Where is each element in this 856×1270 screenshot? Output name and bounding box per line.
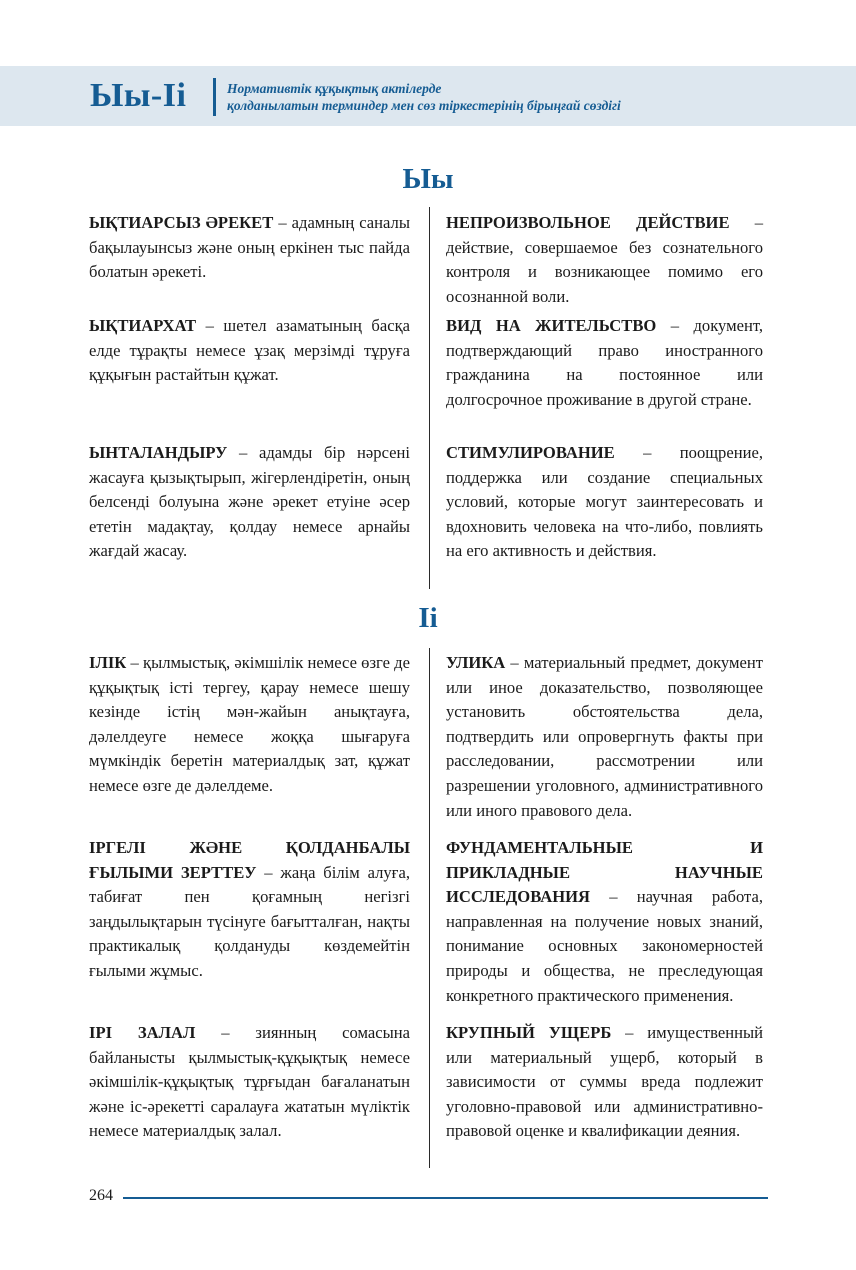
term-kk: ЫНТАЛАНДЫРУ: [89, 443, 228, 462]
page-number: 264: [89, 1187, 113, 1204]
term-ru: ФУНДАМЕНТАЛЬНЫЕ И ПРИКЛАДНЫЕ НАУЧНЫЕ ИССЛЕДОВАНИЯ: [446, 838, 763, 907]
entry-ru: [446, 1021, 763, 1144]
column-divider: [429, 207, 430, 589]
entry-kk: [89, 211, 410, 285]
header-subtitle-line1: Нормативтік құқықтық актілерде: [227, 81, 442, 96]
column-divider: [429, 648, 430, 1168]
entry-kk: [89, 836, 410, 984]
definition-ru: – материальный предмет, документ или иное доказательство, позволяющее установить обстоятельства дела, подтвердить или опровергнуть факты при расследовании, рассмотрении или разрешении уголовного, административного или иного правового дела.: [446, 653, 763, 820]
definition-ru: – поощрение, поддержка или создание специальных условий, которые могут заинтересовать и вдохновить человека на что-либо, повлиять на его активность и действия.: [446, 443, 763, 561]
term-ru: КРУПНЫЙ УЩЕРБ: [446, 1023, 612, 1042]
entry-ru: [446, 441, 763, 564]
header-divider: [213, 78, 216, 116]
section-title-ii: Іі: [418, 602, 438, 634]
definition-ru: – научная работа, направленная на получение новых знаний, понимание основных закономерностей природы и общества, не преследующая конкретного практического применения.: [446, 887, 763, 1005]
term-kk: ЫҚТИАРХАТ: [89, 316, 197, 335]
term-kk: ЫҚТИАРСЫЗ ӘРЕКЕТ: [89, 213, 274, 232]
definition-ru: – имущественный или материальный ущерб, который в зависимости от суммы вреда подлежит уголовно-правовой или административно-правовой оценке и квалификации деяния.: [446, 1023, 764, 1141]
footer-rule: [123, 1197, 768, 1199]
term-kk: ІЛІК: [89, 653, 127, 672]
entry-ru: [446, 836, 763, 1008]
term-kk: ІРІ ЗАЛАЛ: [89, 1023, 196, 1042]
entry-kk: [89, 314, 410, 388]
term-ru: УЛИКА: [446, 653, 506, 672]
entry-ru: [446, 211, 763, 309]
definition-ru: – документ, подтверждающий право иностранного гражданина на постоянное или долгосрочное проживание в другой стране.: [446, 316, 763, 409]
entry-ru: [446, 651, 763, 823]
definition-ru: – действие, совершаемое без сознательного контроля и возникающее помимо его осознанной воли.: [446, 213, 763, 306]
header-subtitle: [227, 80, 827, 114]
header-subtitle-line2: қолданылатын терминдер мен сөз тіркестерінің бірыңғай сөздігі: [227, 98, 621, 113]
section-title-yy: Ыы: [402, 163, 454, 195]
definition-kk: – қылмыстық, әкімшілік немесе өзге де құқықтық істі тергеу, қарау немесе шешу кезінде істің мән-жайын анықтауға, дәлелдеуге немесе жоққа шығаруға мүмкіндік беретін материалдық зат, құжат немесе өзге де дәлелдеме.: [89, 653, 410, 795]
entry-kk: [89, 441, 410, 564]
entry-ru: [446, 314, 763, 412]
entry-kk: [89, 1021, 410, 1144]
definition-kk: – адамды бір нәрсені жасауға қызықтырып, жігерлендіретін, оның белсенді болуына және әрекет етуіне әсер ететін мадақтау, қолдау немесе арнайы жағдай жасау.: [89, 443, 410, 561]
definition-kk: – шетел азаматының басқа елде тұрақты немесе ұзақ мерзімді тұруға құқығын растайтын құжат.: [89, 316, 410, 385]
term-ru: ВИД НА ЖИТЕЛЬСТВО: [446, 316, 657, 335]
header-letters: Ыы-Іі: [90, 77, 187, 114]
definition-kk: – жаңа білім алуға, табиғат пен қоғамның негізгі заңдылықтарын түсінуге бағытталған, нақты практикалық қолдануды көздемейтін ғылыми жұмыс.: [89, 862, 410, 980]
definition-kk: – адамның саналы бақылауынсыз және оның еркінен тыс пайда болатын әрекеті.: [89, 213, 410, 282]
entry-kk: [89, 651, 410, 799]
term-ru: СТИМУЛИРОВАНИЕ: [446, 443, 615, 462]
term-ru: НЕПРОИЗВОЛЬНОЕ ДЕЙСТВИЕ: [446, 213, 730, 232]
definition-kk: – зиянның сомасына байланысты қылмыстық-құқықтық немесе әкімшілік-құқықтық тұрғыдан бағаланатын және іс-әрекетті саралауға жататын мүліктік немесе материалдық залал.: [89, 1023, 410, 1141]
term-kk: ІРГЕЛІ ЖӘНЕ ҚОЛДАНБАЛЫ ҒЫЛЫМИ ЗЕРТТЕУ: [89, 838, 410, 882]
